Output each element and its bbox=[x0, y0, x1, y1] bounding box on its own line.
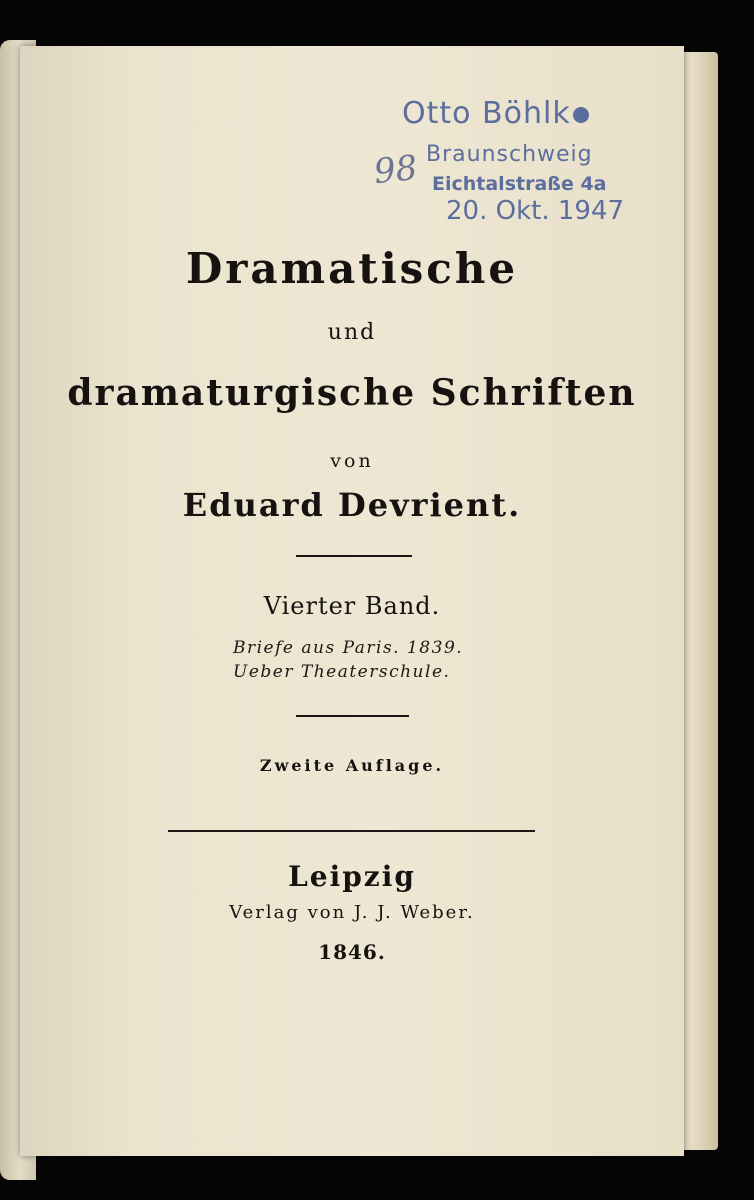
by-line: von bbox=[330, 450, 374, 472]
conjunction: und bbox=[327, 320, 377, 345]
ownership-stamp-name: Otto Böhlk bbox=[402, 96, 589, 131]
book-subtitle: dramaturgische Schriften bbox=[67, 372, 637, 414]
volume-contents bbox=[233, 636, 463, 684]
author-name: Eduard Devrient. bbox=[182, 486, 522, 524]
publisher-name: Verlag von J. J. Weber. bbox=[229, 902, 475, 923]
divider-rule bbox=[296, 715, 409, 717]
stamp-dot-icon bbox=[573, 107, 589, 123]
book-title: Dramatische bbox=[185, 244, 519, 293]
contents-line: Ueber Theaterschule. bbox=[233, 662, 451, 682]
ownership-stamp-date: 20. Okt. 1947 bbox=[446, 196, 625, 226]
ownership-stamp-city: Braunschweig bbox=[426, 142, 593, 167]
edition-label: Zweite Auflage. bbox=[259, 756, 445, 775]
ownership-stamp-street: Eichtalstraße 4a bbox=[432, 173, 607, 195]
publication-place: Leipzig bbox=[288, 860, 416, 893]
volume-label: Vierter Band. bbox=[263, 592, 441, 620]
publication-year: 1846. bbox=[318, 940, 386, 964]
contents-line: Briefe aus Paris. 1839. bbox=[233, 638, 464, 658]
divider-rule bbox=[296, 555, 412, 557]
handwritten-note: 98 bbox=[372, 147, 420, 193]
imprint-rule bbox=[168, 830, 535, 832]
